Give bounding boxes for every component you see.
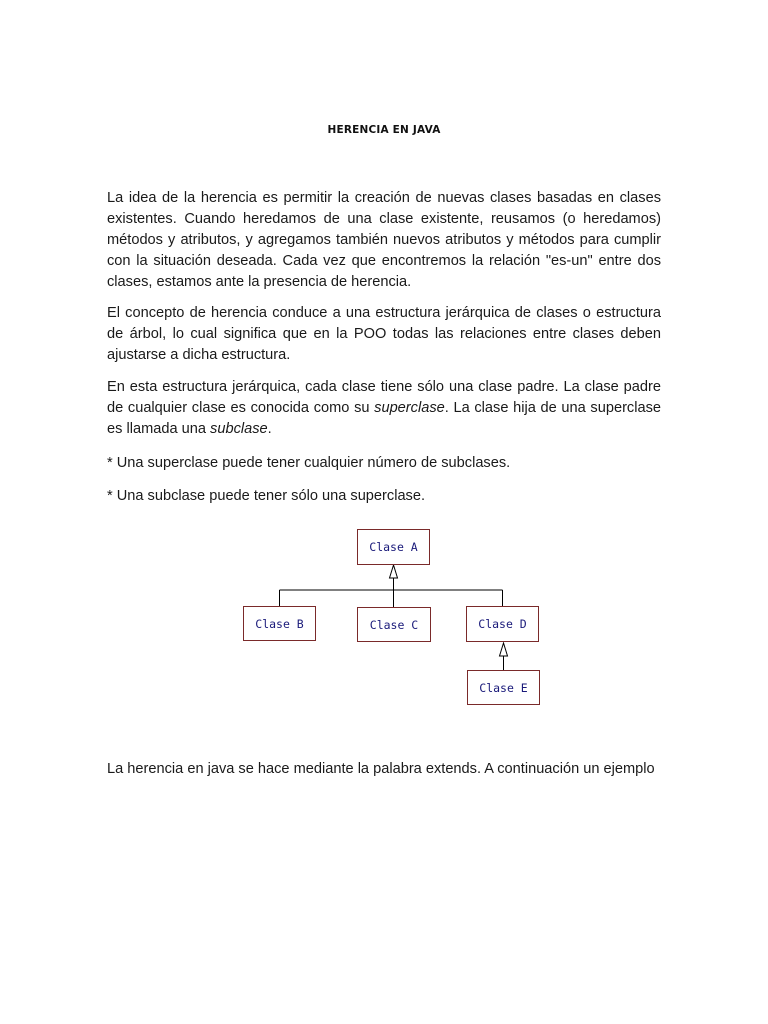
paragraph-superclass-text-3: . <box>267 421 272 437</box>
class-c-box: Clase C <box>357 607 431 642</box>
class-e-box: Clase E <box>467 670 540 705</box>
class-a-box: Clase A <box>357 529 430 565</box>
inheritance-arrow-a-icon <box>390 565 398 578</box>
bullet-superclass: * Una superclase puede tener cualquier número de subclases. <box>107 455 511 471</box>
inheritance-arrow-d-icon <box>500 643 508 656</box>
bullet-subclass: * Una subclase puede tener sólo una superclase. <box>107 488 426 504</box>
subclase-term: subclase <box>210 421 268 437</box>
paragraph-superclass-text-1: En esta estructura jerárquica, cada clase tiene sólo una clase padre. La clase padre de cualquier clase es conocida como su <box>107 379 661 416</box>
paragraph-extends: La herencia en java se hace mediante la palabra extends. A continuación un ejemplo <box>107 761 655 777</box>
class-d-box: Clase D <box>466 606 539 642</box>
superclase-term: superclase <box>374 400 445 416</box>
paragraph-hierarchy: El concepto de herencia conduce a una estructura jerárquica de clases o estructura de árbol, lo cual significa que en la POO todas las relaciones entre clases deben ajustarse a dicha estructura. <box>107 305 661 363</box>
paragraph-intro: La idea de la herencia es permitir la creación de nuevas clases basadas en clases existentes. Cuando heredamos de una clase existente, reusamos (o heredamos) métodos y atributos, y agregamos también nuevos atributos y métodos para cumplir con la situación deseada. Cada vez que encontremos la relación "es-un" entre dos clases, estamos ante la presencia de herencia. <box>107 190 661 290</box>
paragraph-superclass <box>107 377 661 440</box>
document-title: HERENCIA EN JAVA <box>327 124 441 136</box>
paragraph-superclass-text-2: . La clase hija de una superclase es llamada una <box>107 400 661 437</box>
class-b-box: Clase B <box>243 606 316 641</box>
